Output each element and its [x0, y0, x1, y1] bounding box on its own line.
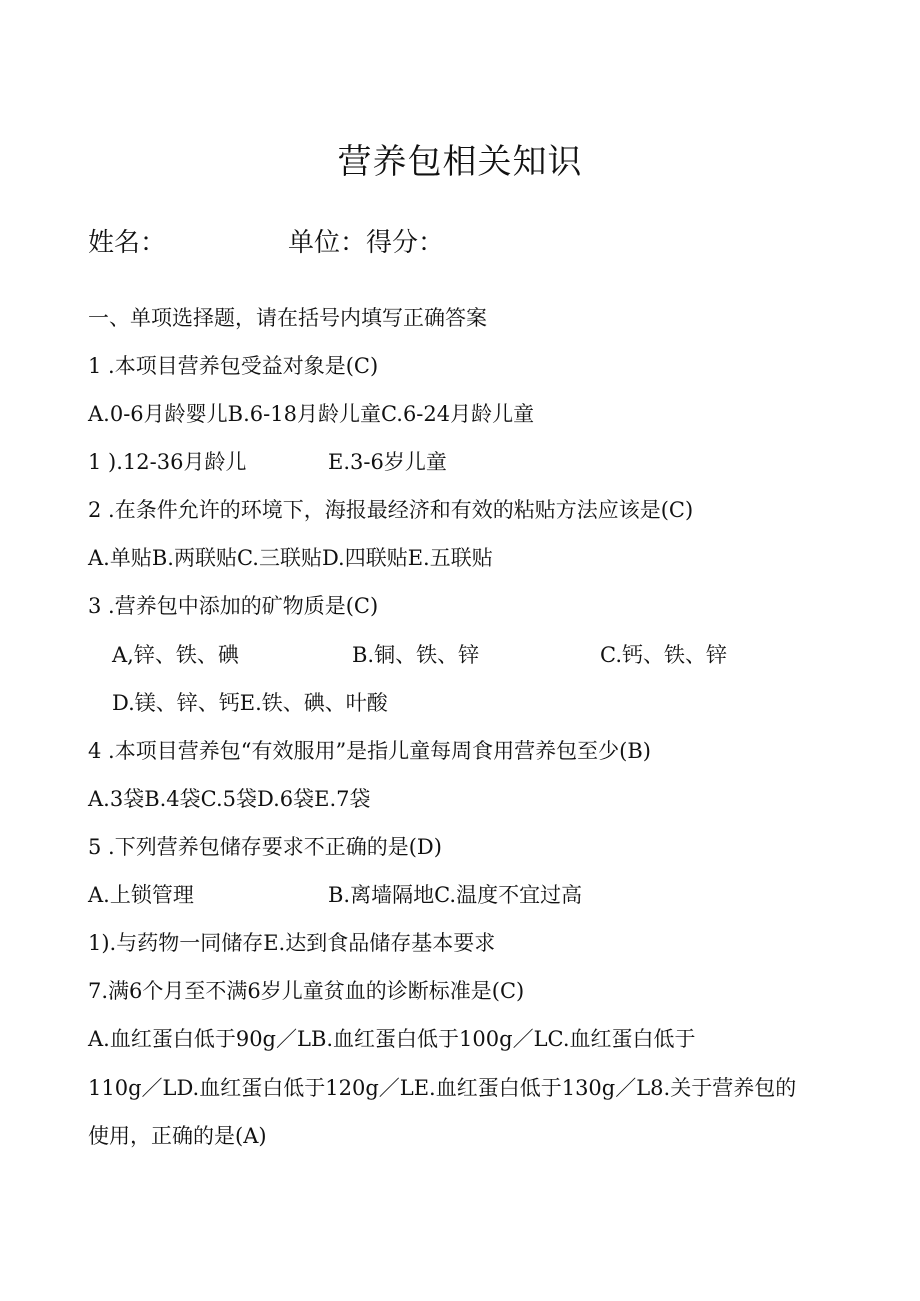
question-4-options: A.3袋B.4袋C.5袋D.6袋E.7袋 [88, 787, 371, 811]
question-2-options: A.单贴B.两联贴C.三联贴D.四联贴E.五联贴 [88, 546, 493, 570]
section-heading: 一、单项选择题，请在括号内填写正确答案 [88, 306, 487, 330]
question-7-options-line2: 110g／LD.血红蛋白低于120g／LE.血红蛋白低于130g／L8.关于营养包的 [88, 1076, 797, 1100]
page-title: 营养包相关知识 [337, 142, 583, 182]
question-5-option-a: A.上锁管理 [88, 883, 194, 907]
question-5-stem: 5 .下列营养包储存要求不正确的是(D) [88, 835, 442, 859]
question-3-options-row2: D.镁、锌、钙E.铁、碘、叶酸 [112, 691, 388, 715]
question-2-stem: 2 .在条件允许的环境下，海报最经济和有效的粘贴方法应该是(C) [88, 498, 694, 522]
header-fields [88, 222, 444, 259]
question-5-options-row2: 1).与药物一同储存E.达到食品储存基本要求 [88, 931, 496, 955]
question-1-option-e: E.3-6岁儿童 [328, 450, 447, 474]
score-label: 得分： [366, 228, 445, 258]
question-7-stem: 7.满6个月至不满6岁儿童贫血的诊断标准是(C) [88, 979, 525, 1003]
unit-label: 单位： [288, 228, 367, 258]
question-1-stem: 1 .本项目营养包受益对象是(C) [88, 354, 379, 378]
question-3-stem: 3 .营养包中添加的矿物质是(C) [88, 594, 379, 618]
question-7-options-line1: A.血红蛋白低于90g／LB.血红蛋白低于100g／LC.血红蛋白低于 [88, 1027, 696, 1051]
question-1-options: A.0-6月龄婴儿B.6-18月龄儿童C.6-24月龄儿童 [88, 402, 535, 426]
question-5-options-bc: B.离墙隔地C.温度不宜过高 [328, 883, 583, 907]
question-3-option-b: B.铜、铁、锌 [352, 643, 480, 667]
question-4-stem: 4 .本项目营养包“有效服用”是指儿童每周食用营养包至少(B) [88, 739, 651, 763]
question-1-option-d: 1 ).12-36月龄儿 [88, 450, 247, 474]
name-label: 姓名： [88, 228, 167, 258]
question-3-option-a: A,锌、铁、碘 [112, 643, 239, 667]
question-8-stem: 使用，正确的是(A) [88, 1124, 267, 1148]
question-3-option-c: C.钙、铁、锌 [600, 643, 727, 667]
